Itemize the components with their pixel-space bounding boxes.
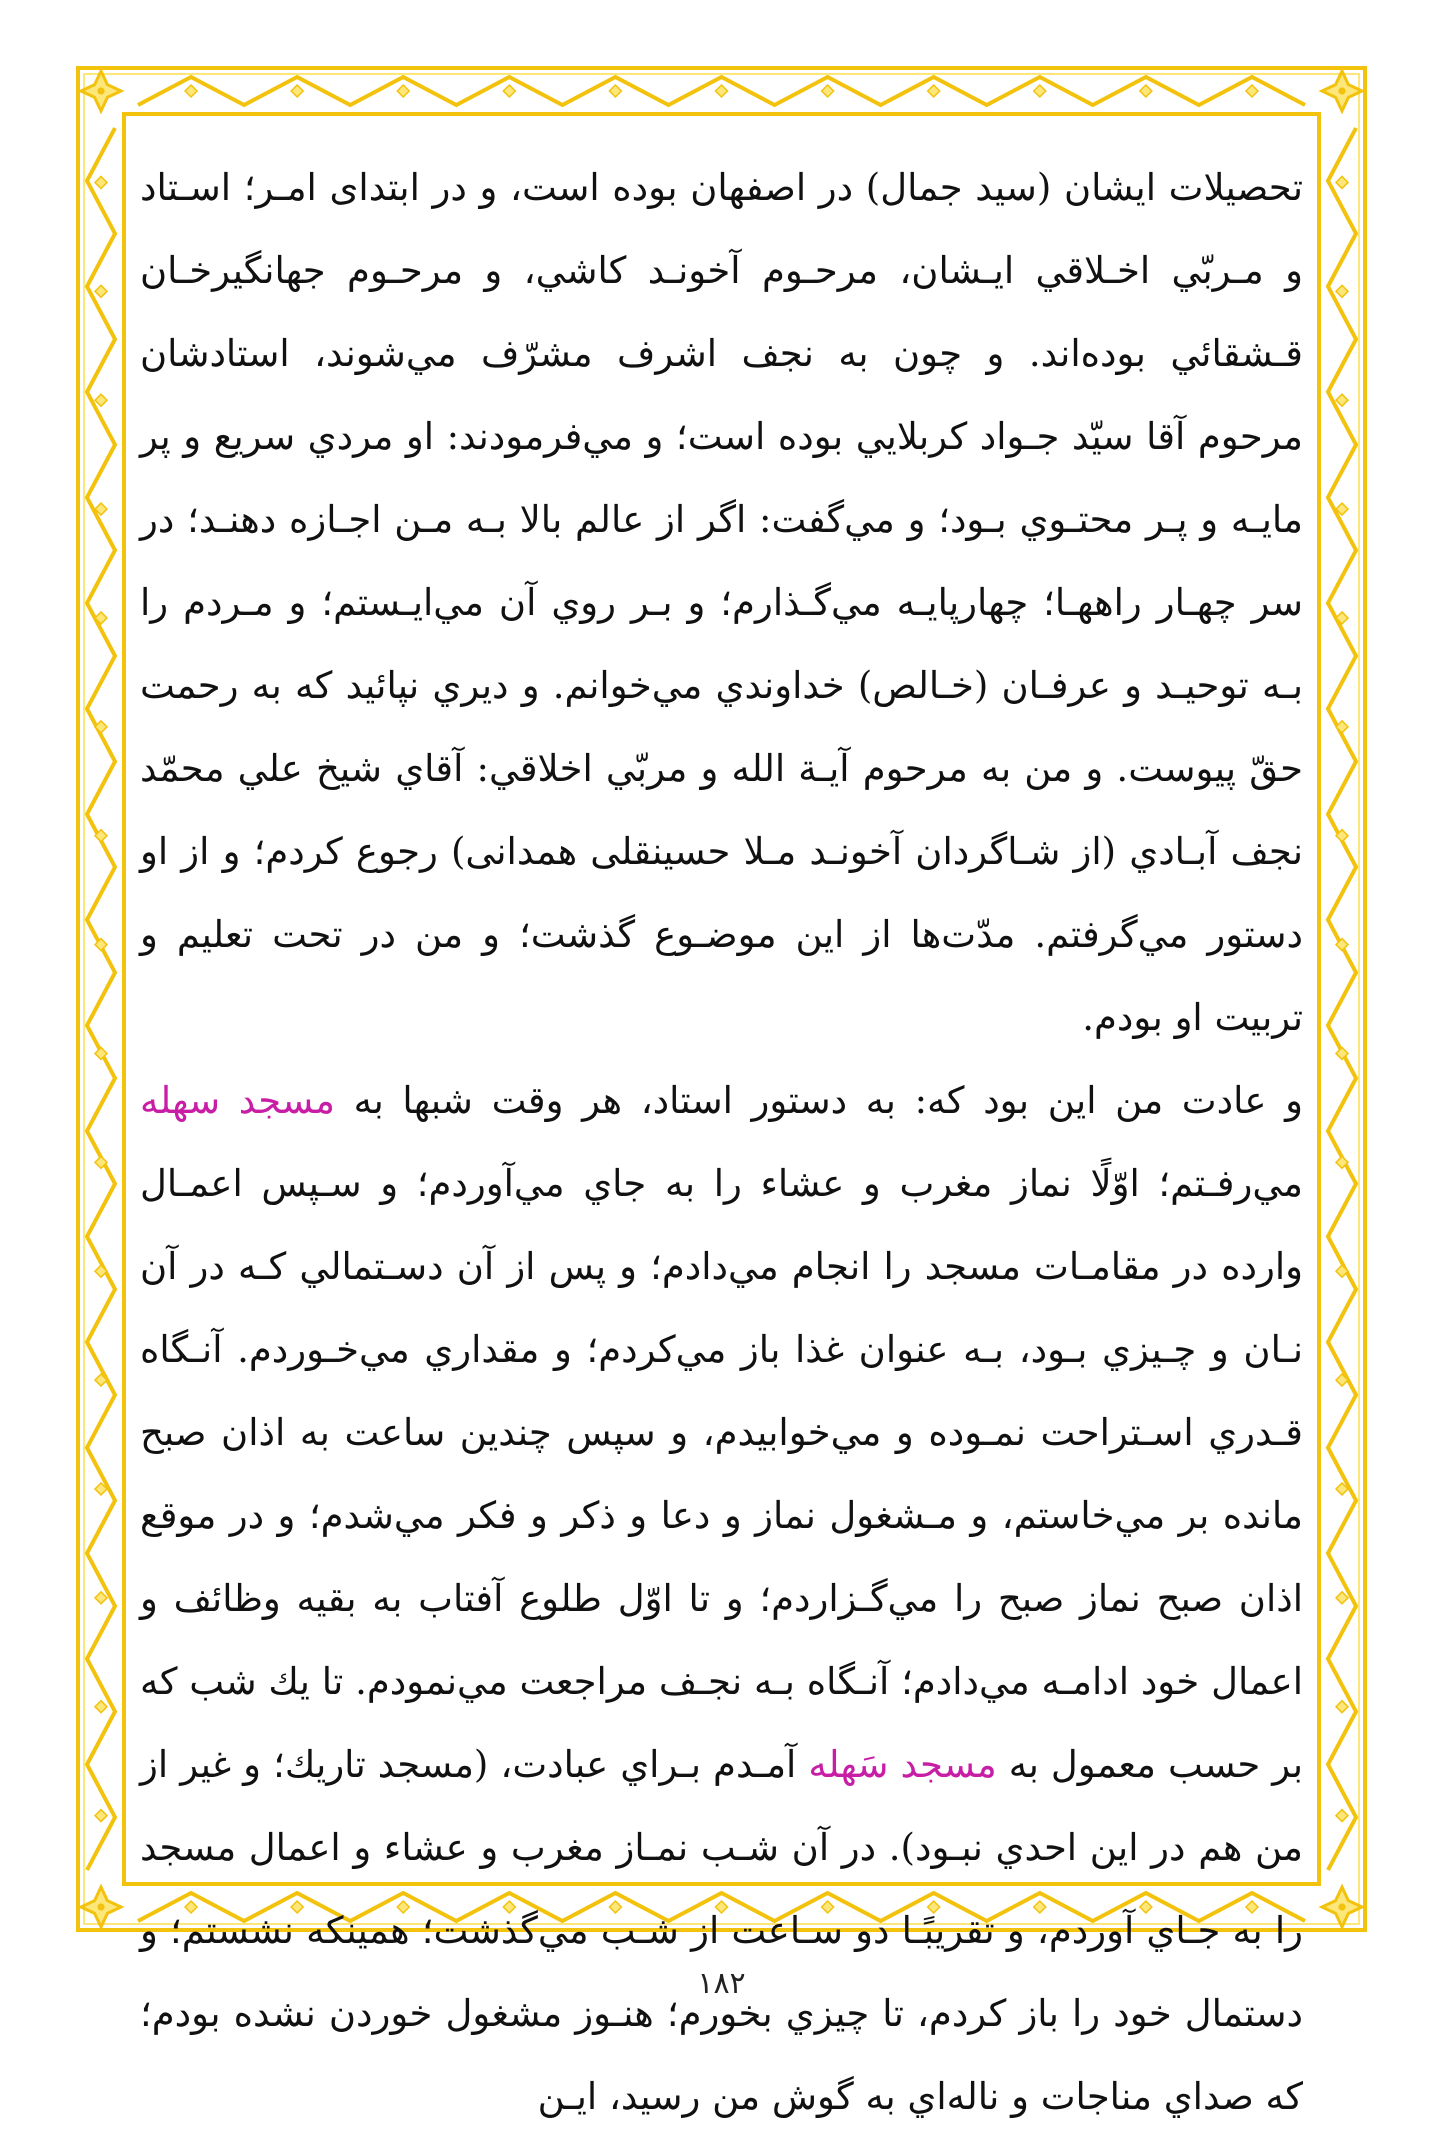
frame-diamond [716, 85, 728, 97]
frame-diamond [822, 85, 834, 97]
frame-diamond [1336, 1592, 1348, 1604]
frame-diamond [928, 85, 940, 97]
frame-diamond [95, 176, 107, 188]
frame-diamond [95, 394, 107, 406]
page-number: ۱۸۲ [697, 1966, 746, 2001]
frame-diamond [95, 285, 107, 297]
frame-diamond [609, 85, 621, 97]
frame-diamond [95, 1701, 107, 1713]
frame-diamond [185, 85, 197, 97]
corner-star-center [1338, 1903, 1345, 1910]
corner-star-center [97, 87, 104, 94]
corner-star-center [97, 1903, 104, 1910]
frame-diamond [1336, 1701, 1348, 1713]
highlighted-place-name: مسجد سهله [140, 1079, 335, 1122]
corner-star-center [1338, 87, 1345, 94]
frame-diamond [95, 1810, 107, 1822]
frame-diamond [291, 85, 303, 97]
frame-diamond [1140, 85, 1152, 97]
main-text-body [140, 146, 1303, 2138]
text-run: و عادت من اين بود كه: به دستور استاد، هر وقت شبها به [334, 1079, 1303, 1122]
frame-diamond [95, 1592, 107, 1604]
frame-diamond [1336, 176, 1348, 188]
frame-diamond [1336, 1810, 1348, 1822]
frame-diamond [503, 85, 515, 97]
frame-diamond [397, 85, 409, 97]
frame-zigzag [87, 128, 115, 1870]
frame-zigzag [1328, 128, 1356, 1870]
frame-diamond [1034, 85, 1046, 97]
frame-diamond [1246, 85, 1258, 97]
paragraph [140, 146, 1303, 1059]
text-run: تحصيلات ايشان (سيد جمال) در اصفهان بوده است، و در ابتداى امـر؛ اسـتاد و مـربّي اخـلاقي ايـشان، مرحـوم آخونـد كاشي، و مرحـوم جهانگيرخـان قـشقائي بوده‌اند. و چون به نجف اشرف مشرّف مي‌شوند، استادشان مرحوم آقا سيّد جـواد كربلايي بوده است؛ و مي‌فرمودند: او مردي سريع و پر مايـه و پـر محتـوي بـود؛ و مي‌گفت: اگر از عالم بالا بـه مـن اجـازه دهنـد؛ در سر چهـار راههـا؛ چهارپايـه مي‌گـذارم؛ و بـر روي آن مي‌ايـستم؛ و مـردم را بـه توحيـد و عرفـان (خـالص) خداوندي مي‌خوانم. و ديري نپائيد كه به رحمت حقّ پيوست. و من به مرحوم آيـة الله و مربّي اخلاقي: آقاي شيخ علي محمّد نجف آبـادي (از شـاگردان آخونـد مـلا حسينقلى همدانى) رجوع كردم؛ و از او دستور مي‌گرفتم. مدّت‌ها از اين موضـوع گذشت؛ و من در تحت تعليم و تربيت او بودم. [140, 166, 1303, 1039]
frame-diamond [1336, 394, 1348, 406]
frame-diamond [1336, 285, 1348, 297]
text-run: آمـدم بـراي عبادت، (مسجد تاريك؛ و غير از من هم در اين احدي نبـود). در آن شـب نمـاز مغرب و عشاء و اعمال مسجد را به جـاي آوردم، و تقريبًـا دو سـاعت از شـب مي‌گذشت؛ همينكه نشستم؛ و دستمال خود را باز كردم، تا چيزي بخورم؛ هنـوز مشغول خوردن نشده بودم؛ كه صداي مناجات و ناله‌اي به گوش من رسيد، ايـن [140, 1743, 1303, 2118]
text-run: مي‌رفـتم؛ اوّلًا نماز مغرب و عشاء را به جاي مي‌آوردم؛ و سـپس اعمـال وارده در مقامـات مسجد را انجام مي‌دادم؛ و پس از آن دسـتمالي كـه در آن نـان و چـيزي بـود، بـه عنوان غذا باز مي‌كردم؛ و مقداري مي‌خـوردم. آنـگاه قـدري اسـتراحت نمـوده و مي‌خوابيدم، و سپس چندين ساعت به اذان صبح مانده بر مي‌خاستم، و مـشغول نماز و دعا و ذكر و فكر مي‌شدم؛ و در موقع اذان صبح نماز صبح را مي‌گـزاردم؛ و تا اوّل طلوع آفتاب به بقيه وظائف و اعمال خود ادامـه مي‌دادم؛ آنـگاه بـه نجـف مراجعت مي‌نمودم. تا يك شب كه بر حسب معمول به [140, 1162, 1303, 1786]
highlighted-place-name: مسجد سَهله [808, 1743, 997, 1786]
